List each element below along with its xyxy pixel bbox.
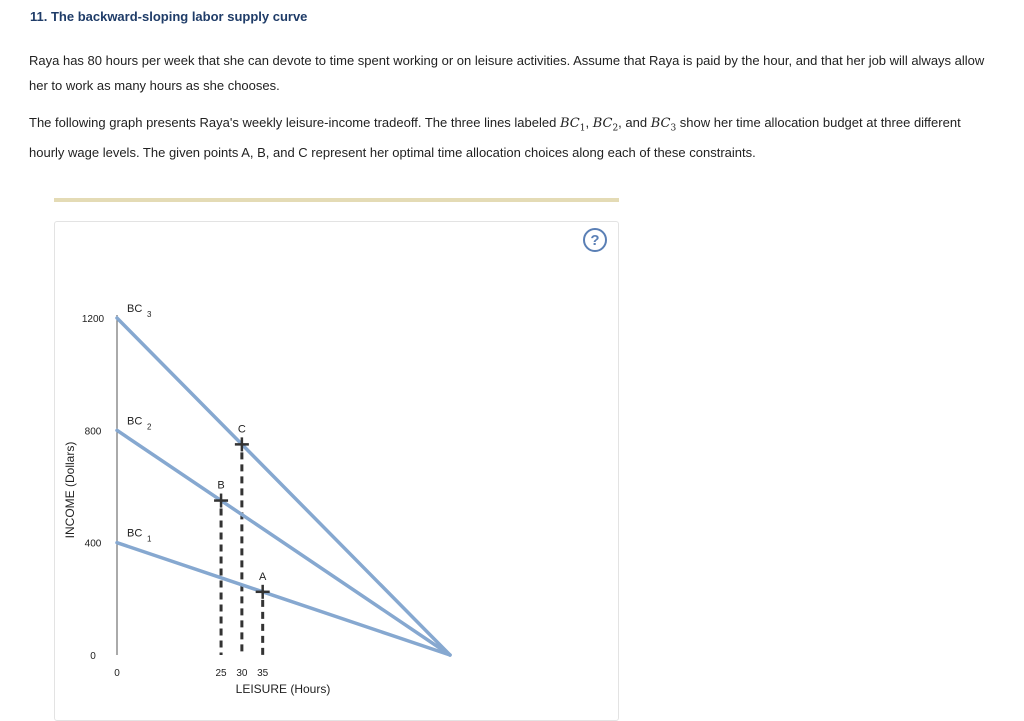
bc2-math-label: $BC_2$ [592, 116, 619, 134]
series-label-bc2: BC [127, 415, 143, 428]
bc1-math-label: $BC_1$ [559, 116, 586, 134]
budget-line-bc1 [117, 543, 450, 655]
point-label-c: C [237, 423, 246, 436]
series-label-bc1: BC [127, 527, 143, 540]
x-axis-title: LEISURE (Hours) [235, 682, 331, 696]
x-tick-label: 0 [114, 668, 120, 679]
point-label-a: A [259, 570, 267, 583]
budget-line-bc2 [117, 430, 450, 655]
y-tick-label: 1200 [81, 314, 105, 325]
x-tick-label: 30 [236, 668, 248, 679]
x-tick-label: 35 [257, 668, 269, 679]
bc3-math-label: $BC_3$ [650, 116, 677, 134]
separator-and: , and [618, 115, 651, 130]
y-axis-title: INCOME (Dollars) [63, 441, 77, 539]
question-title: 11. The backward-sloping labor supply curve [30, 9, 308, 24]
y-tick-label: 800 [84, 426, 102, 438]
svg-text:?: ? [590, 232, 600, 249]
x-tick-label: 25 [215, 668, 227, 679]
description-text-end: show her time allocation budget at three different hourly wage levels. The given points A, B, and C represent her optimal time allocation choices along each of these constraints. [29, 115, 961, 161]
budget-line-bc3 [117, 318, 450, 655]
y-tick-label: 0 [90, 651, 96, 662]
separator-comma: , [585, 115, 593, 130]
series-label-sub-bc2: 2 [147, 422, 152, 432]
description-text-start: The following graph presents Raya's weekly leisure-income tradeoff. The three lines labeled [29, 115, 560, 130]
point-label-b: B [217, 479, 225, 492]
series-label-bc3: BC [127, 303, 143, 315]
series-label-sub-bc1: 1 [147, 534, 152, 544]
intro-paragraph: Raya has 80 hours per week that she can devote to time spent working or on leisure activities. Assume that Raya is paid by the hour, and that her job will always allow her to work as many hours as she chooses. [29, 53, 985, 93]
series-label-sub-bc3: 3 [147, 310, 152, 319]
y-tick-label: 400 [84, 538, 102, 550]
